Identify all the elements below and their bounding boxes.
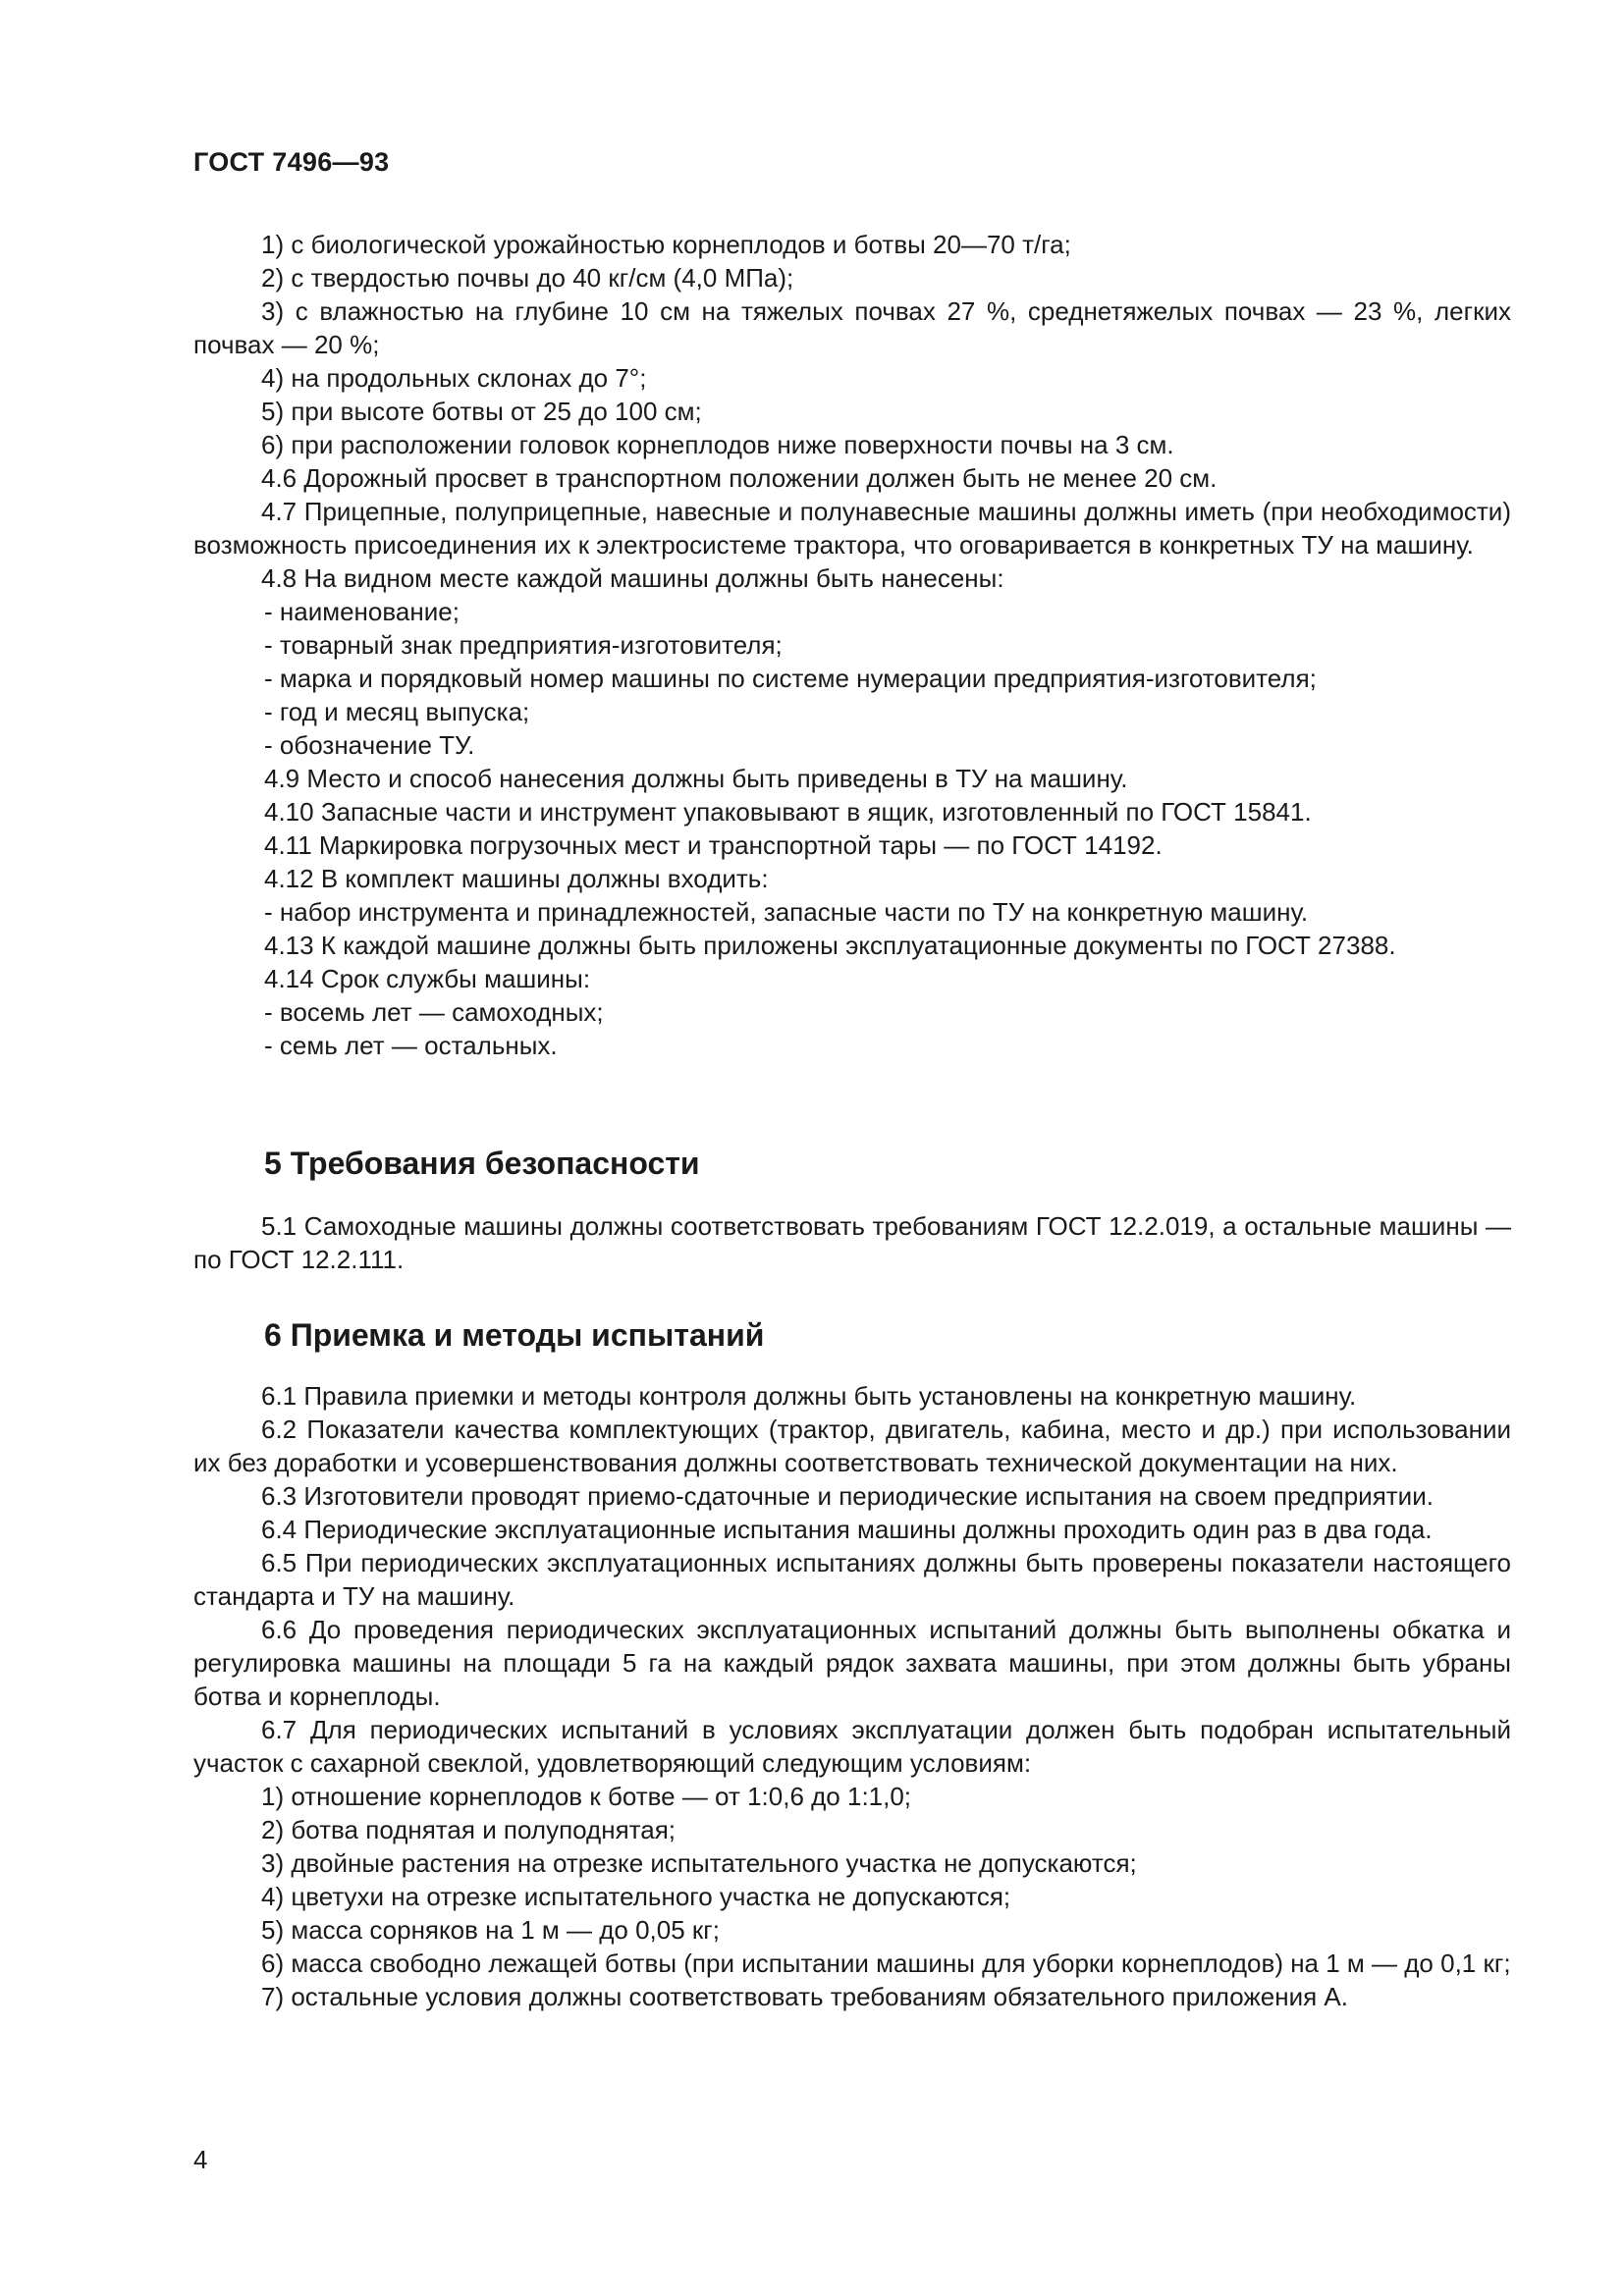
- paragraph: 1) с биологической урожайностью корнеплодов и ботвы 20—70 т/га;: [261, 230, 1071, 259]
- paragraph: 5.1 Самоходные машины должны соответствовать требованиям ГОСТ 12.2.019, а остальные машины — по ГОСТ 12.2.111.: [193, 1211, 1511, 1274]
- list-item: - восемь лет — самоходных;: [264, 997, 604, 1027]
- paragraph: 2) с твердостью почвы до 40 кг/см (4,0 МПа);: [261, 263, 794, 293]
- paragraph: 6.3 Изготовители проводят приемо-сдаточные и периодические испытания на своем предприятии.: [261, 1481, 1434, 1511]
- section-4-continuation: [193, 228, 1511, 1062]
- list-item: - товарный знак предприятия-изготовителя;: [264, 630, 783, 660]
- list-item: - наименование;: [264, 597, 460, 626]
- paragraph: 6.4 Периодические эксплуатационные испытания машины должны проходить один раз в два года.: [261, 1515, 1433, 1544]
- list-item: 5) масса сорняков на 1 м — до 0,05 кг;: [261, 1915, 720, 1945]
- paragraph: 4.11 Маркировка погрузочных мест и транспортной тары — по ГОСТ 14192.: [264, 830, 1163, 860]
- section-6-body: [193, 1379, 1511, 2013]
- page-header: ГОСТ 7496—93: [193, 147, 390, 177]
- paragraph: 4) на продольных склонах до 7°;: [261, 363, 647, 393]
- section-5: [193, 1144, 1511, 1183]
- paragraph: 4.9 Место и способ нанесения должны быть приведены в ТУ на машину.: [264, 764, 1128, 793]
- section-5-body: [193, 1209, 1511, 1276]
- list-item: - год и месяц выпуска;: [264, 697, 530, 726]
- list-item: - обозначение ТУ.: [264, 730, 475, 760]
- paragraph: 6.1 Правила приемки и методы контроля должны быть установлены на конкретную машину.: [261, 1381, 1357, 1411]
- list-item: 3) двойные растения на отрезке испытательного участка не допускаются;: [261, 1848, 1137, 1878]
- list-item: - набор инструмента и принадлежностей, запасные части по ТУ на конкретную машину.: [264, 897, 1309, 927]
- paragraph: 4.12 В комплект машины должны входить:: [264, 864, 769, 893]
- paragraph: 6.2 Показатели качества комплектующих (трактор, двигатель, кабина, место и др.) при использовании их без доработки и усовершенствования должны соответствовать технической документации на них.: [193, 1415, 1511, 1477]
- paragraph: 4.8 На видном месте каждой машины должны быть нанесены:: [261, 563, 1004, 593]
- paragraph: 4.10 Запасные части и инструмент упаковывают в ящик, изготовленный по ГОСТ 15841.: [264, 797, 1312, 827]
- list-item: 4) цветухи на отрезке испытательного участка не допускаются;: [261, 1882, 1011, 1911]
- paragraph: 5) при высоте ботвы от 25 до 100 см;: [261, 397, 702, 426]
- section-6: [193, 1315, 1511, 1355]
- paragraph: 6) при расположении головок корнеплодов ниже поверхности почвы на 3 см.: [261, 430, 1174, 459]
- list-item: - семь лет — остальных.: [264, 1031, 558, 1060]
- paragraph: 4.14 Срок службы машины:: [264, 964, 591, 993]
- list-item: - марка и порядковый номер машины по системе нумерации предприятия-изготовителя;: [264, 664, 1317, 693]
- paragraph: 4.7 Прицепные, полуприцепные, навесные и полунавесные машины должны иметь (при необходимости) возможность присоединения их к электросистеме трактора, что оговаривается в конкретных ТУ на машину.: [193, 497, 1511, 560]
- page-number: 4: [193, 2145, 208, 2174]
- section-heading: 5 Требования безопасности: [264, 1146, 700, 1181]
- paragraph: 4.13 К каждой машине должны быть приложены эксплуатационные документы по ГОСТ 27388.: [264, 931, 1396, 960]
- paragraph: 6.6 До проведения периодических эксплуатационных испытаний должны быть выполнены обкатка и регулировка машины на площади 5 га на каждый рядок захвата машины, при этом должны быть убраны ботва и корнеплоды.: [193, 1615, 1511, 1711]
- list-item: 2) ботва поднятая и полуподнятая;: [261, 1815, 677, 1844]
- section-heading: 6 Приемка и методы испытаний: [264, 1317, 765, 1353]
- list-item: 1) отношение корнеплодов к ботве — от 1:0,6 до 1:1,0;: [261, 1782, 912, 1811]
- list-item: 6) масса свободно лежащей ботвы (при испытании машины для уборки корнеплодов) на 1 м — до 0,1 кг;: [261, 1949, 1511, 1978]
- paragraph: 6.5 При периодических эксплуатационных испытаниях должны быть проверены показатели настоящего стандарта и ТУ на машину.: [193, 1548, 1511, 1611]
- paragraph: 3) с влажностью на глубине 10 см на тяжелых почвах 27 %, среднетяжелых почвах — 23 %, легких почвах — 20 %;: [193, 296, 1511, 359]
- paragraph: 6.7 Для периодических испытаний в условиях эксплуатации должен быть подобран испытательный участок с сахарной свеклой, удовлетворяющий следующим условиям:: [193, 1715, 1511, 1778]
- paragraph: 4.6 Дорожный просвет в транспортном положении должен быть не менее 20 см.: [261, 463, 1218, 493]
- list-item: 7) остальные условия должны соответствовать требованиям обязательного приложения А.: [261, 1982, 1348, 2011]
